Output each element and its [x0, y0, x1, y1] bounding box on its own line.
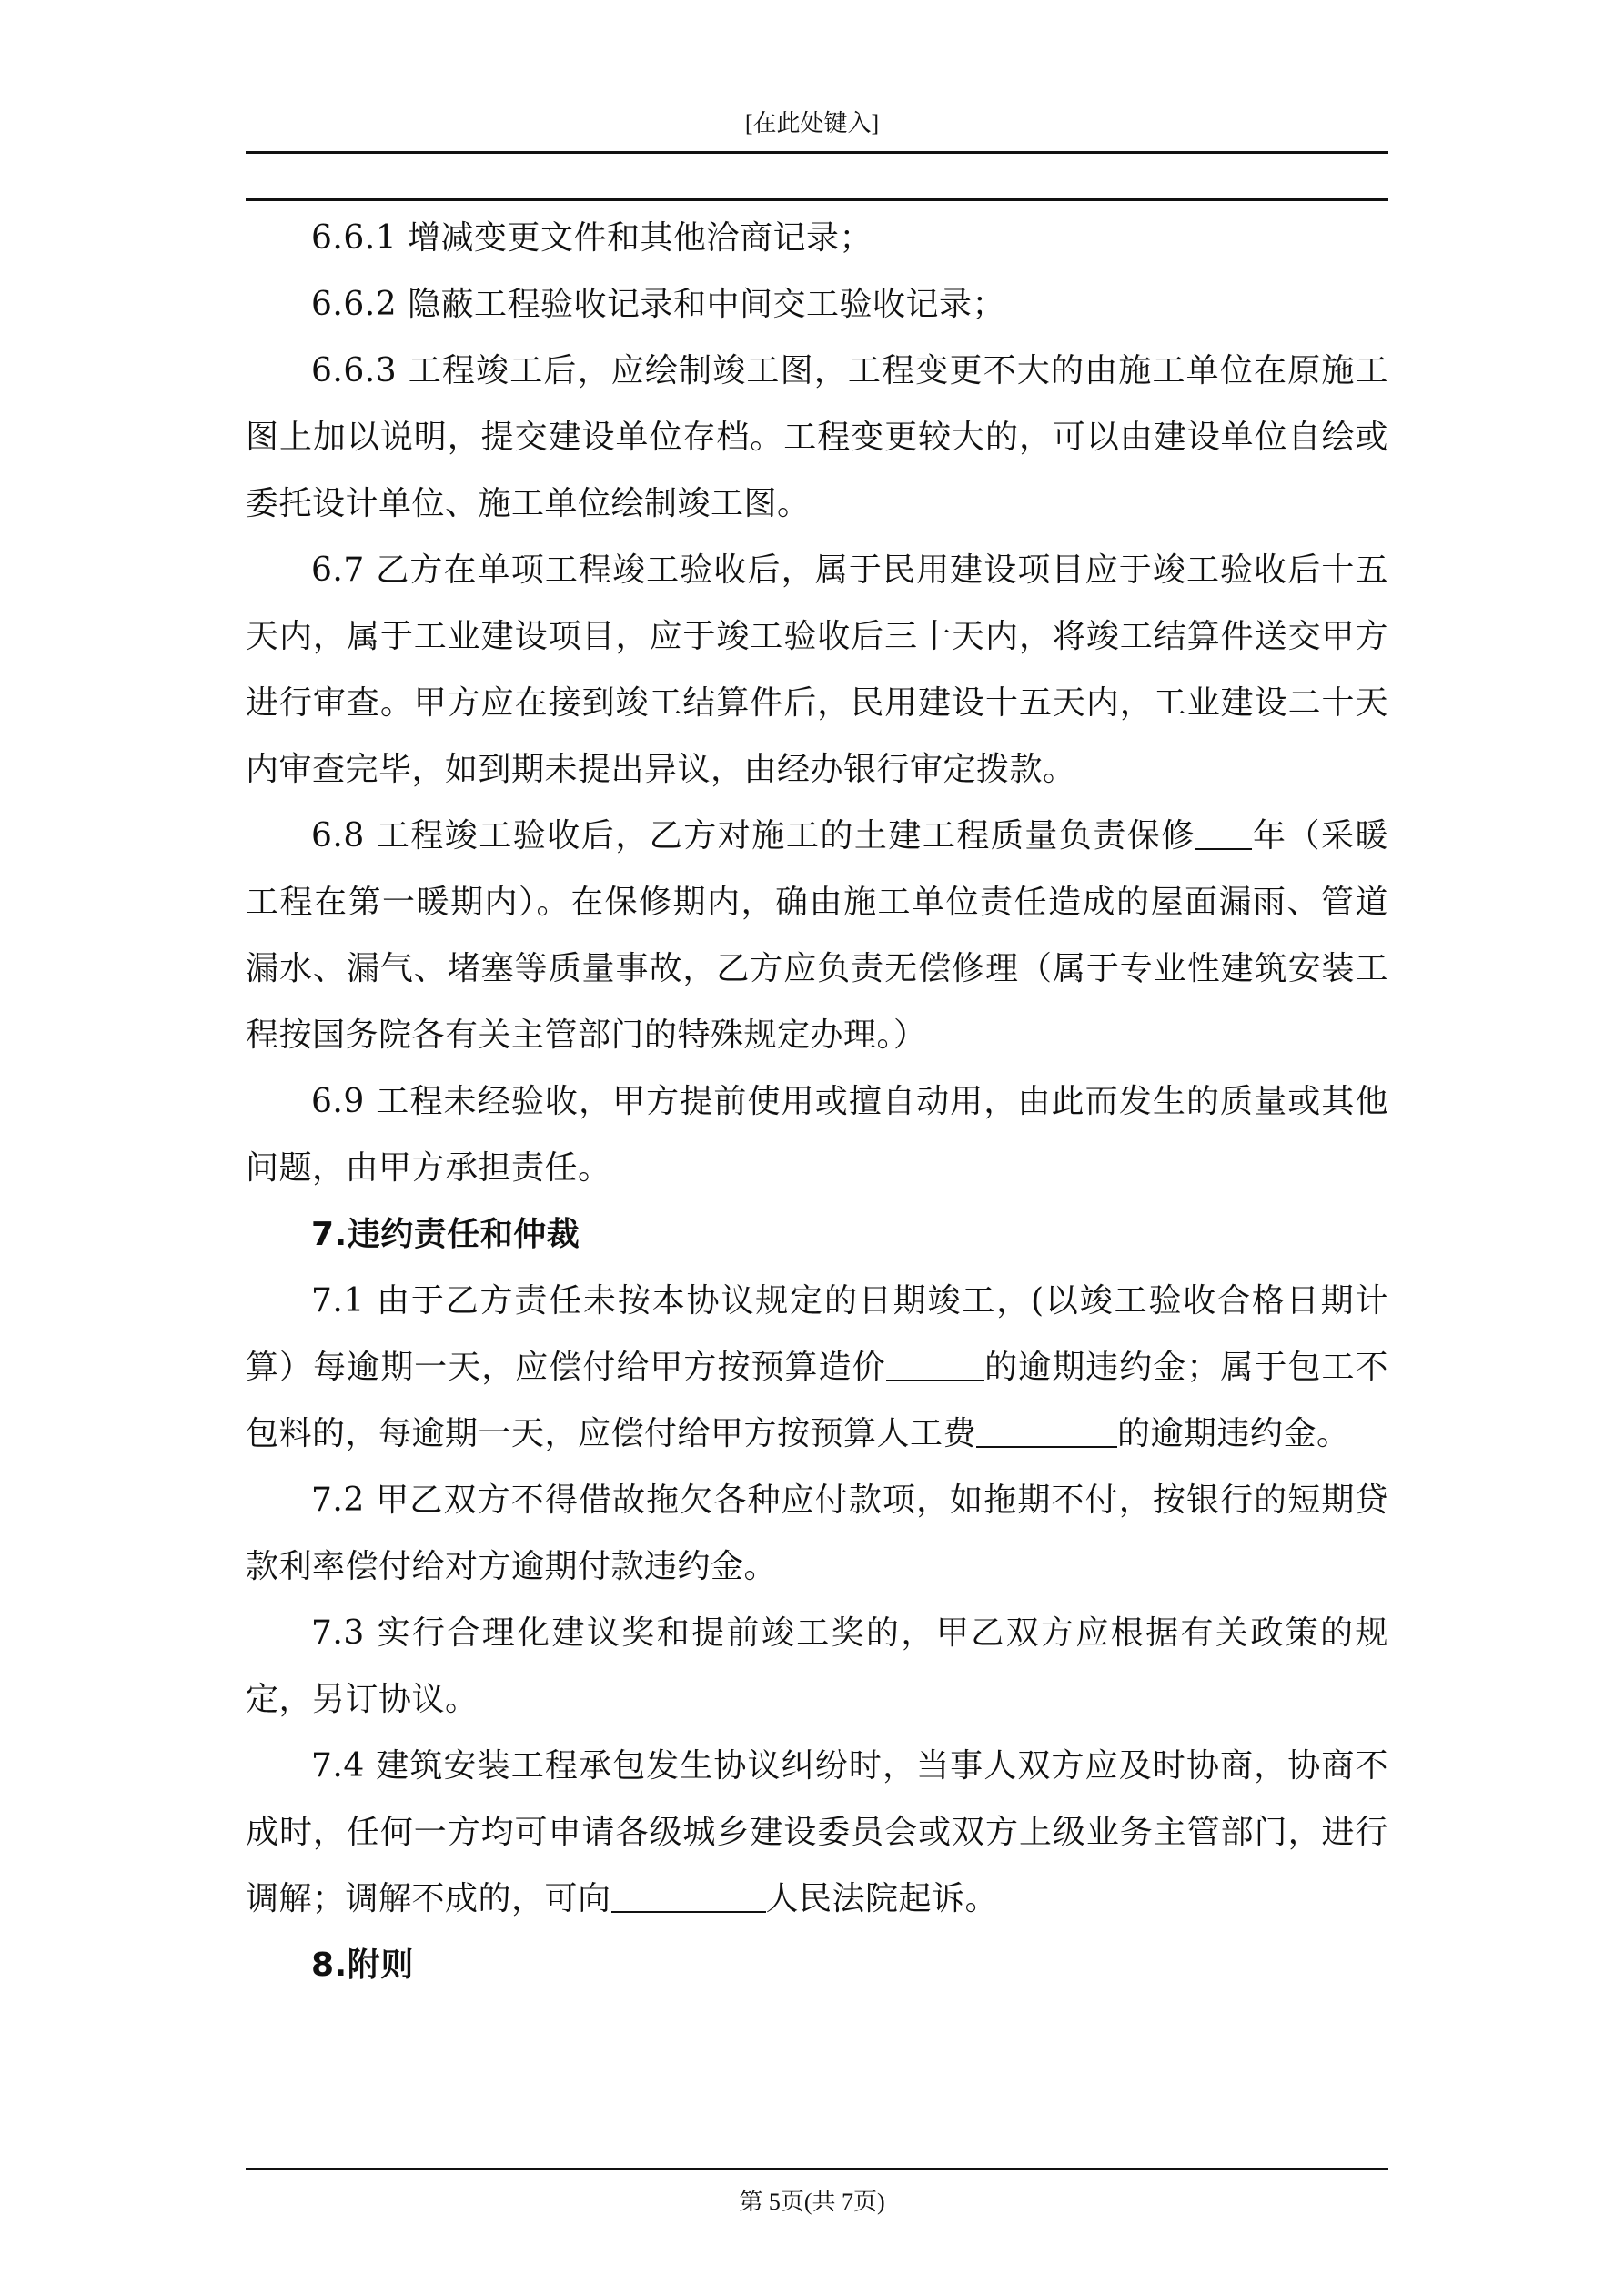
document-body [246, 205, 1388, 1998]
clause-6-6-3: 6.6.3 工程竣工后，应绘制竣工图，工程变更不大的由施工单位在原施工图上加以说明，提交建设单位存档。工程变更较大的，可以由建设单位自绘或委托设计单位、施工单位绘制竣工图。 [246, 352, 1388, 522]
clause-7-1-part3: 的逾期违约金。 [1117, 1415, 1350, 1452]
section-heading-8: 8.附则 [311, 1947, 414, 1984]
page-number: 第 5页(共 7页) [739, 2189, 885, 2215]
clause-7-1-part2: 的逾期违约金；属于包工不包料的，每逾期一天，应偿付给甲方按预算人工费 [246, 1349, 1388, 1452]
clause-6-6-2: 6.6.2 隐蔽工程验收记录和中间交工验收记录； [311, 286, 1006, 323]
page-header: [在此处键入] [744, 110, 880, 137]
clause-6-8 [246, 803, 1388, 1068]
clause-7-2: 7.2 甲乙双方不得借故拖欠各种应付款项，如拖期不付，按银行的短期贷款利率偿付给对方逾期付款违约金。 [246, 1482, 1388, 1585]
clause-6-6-1: 6.6.1 增减变更文件和其他洽商记录； [311, 219, 873, 257]
header-rule-top [246, 151, 1388, 154]
clause-7-3: 7.3 实行合理化建议奖和提前竣工奖的，甲乙双方应根据有关政策的规定，另订协议。 [246, 1614, 1388, 1718]
budget-cost-penalty-blank [886, 1347, 984, 1381]
clause-7-4 [246, 1733, 1388, 1932]
header-rule-bottom [246, 198, 1388, 201]
clause-6-9: 6.9 工程未经验收，甲方提前使用或擅自动用，由此而发生的质量或其他问题，由甲方承担责任。 [246, 1083, 1388, 1187]
clause-7-1-part1: 7.1 由于乙方责任未按本协议规定的日期竣工，(以竣工验收合格日期计算）每逾期一天，应偿付给甲方按预算造价 [246, 1282, 1388, 1386]
clause-7-4-text-after: 人民法院起诉。 [765, 1880, 999, 1917]
warranty-years-blank [1195, 815, 1252, 850]
clause-6-8-text-after: 年（采暖工程在第一暖期内）。在保修期内，确由施工单位责任造成的屋面漏雨、管道漏水、漏气、堵塞等质量事故，乙方应负责无偿修理（属于专业性建筑安装工程按国务院各有关主管部门的特殊规定办理。） [246, 817, 1388, 1054]
clause-7-1 [246, 1268, 1388, 1467]
court-name-blank [611, 1878, 766, 1913]
clause-7-4-text-before: 7.4 建筑安装工程承包发生协议纠纷时，当事人双方应及时协商，协商不成时，任何一方均可申请各级城乡建设委员会或双方上级业务主管部门，进行调解；调解不成的，可向 [246, 1747, 1388, 1917]
footer-rule [246, 2168, 1388, 2170]
section-heading-7: 7.违约责任和仲裁 [311, 1216, 580, 1253]
clause-6-8-text-before: 6.8 工程竣工验收后，乙方对施工的土建工程质量负责保修 [311, 817, 1195, 855]
labor-cost-penalty-blank [976, 1413, 1117, 1448]
clause-6-7: 6.7 乙方在单项工程竣工验收后，属于民用建设项目应于竣工验收后十五天内，属于工业建设项目，应于竣工验收后三十天内，将竣工结算件送交甲方进行审查。甲方应在接到竣工结算件后，民用建设十五天内，工业建设二十天内审查完毕，如到期未提出异议，由经办银行审定拨款。 [246, 551, 1388, 788]
